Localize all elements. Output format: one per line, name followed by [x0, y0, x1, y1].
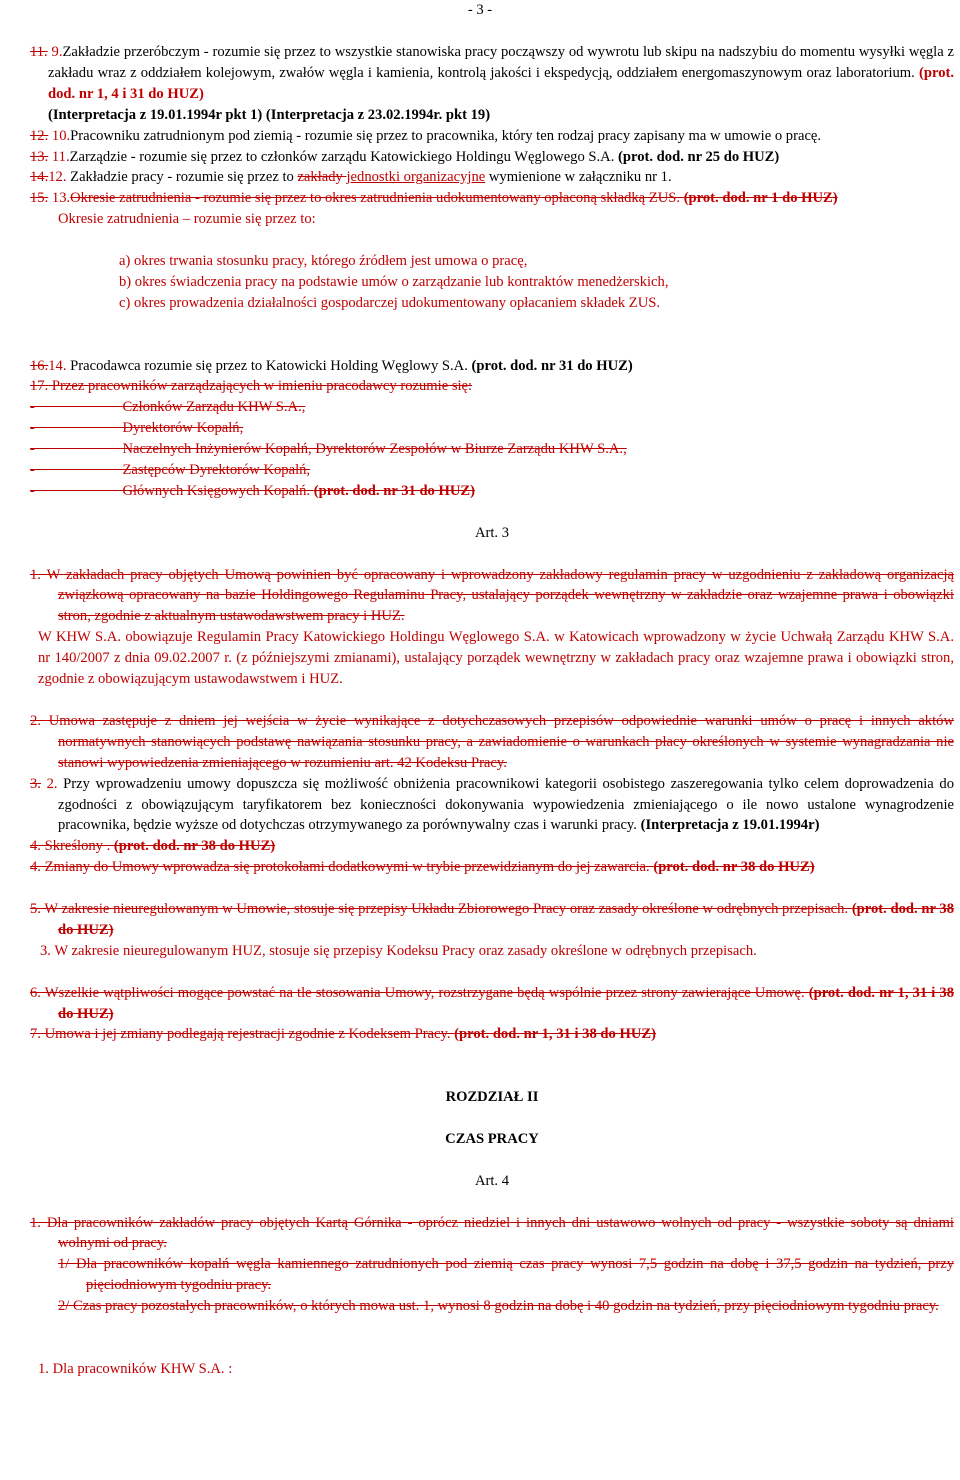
new-number: 14.	[48, 357, 67, 374]
deleted-ref: (prot. dod. nr 1, 31 i 38 do HUZ)	[454, 1026, 656, 1043]
definition-12	[30, 167, 954, 188]
definition-9	[30, 42, 954, 126]
definition-text: Zakładzie przeróbczym - rozumie się przez to wszystkie stanowiska pracy począwszy od wywrotu lub skipu na nadszybiu do momentu wysyłki węgla z zakładu wraz z oddziałem kolejowym, zwałów węgla i kamienia, kontrolą jakości i ekspedycją, oddziałem energomaszynowym oraz laboratorium.	[48, 44, 954, 81]
definition-13	[30, 188, 954, 209]
interpretation-ref: (Interpretacja z 19.01.1994r)	[640, 817, 820, 834]
protocol-ref: (prot. dod. nr 31 do HUZ)	[471, 357, 633, 374]
paragraph-text: Przy wprowadzeniu umowy dopuszcza się możliwość obniżenia pracownikowi kategorii osobistego zaszeregowania tylko celem doprowadzenia do zgodności z obowiązującym taryfikatorem bez konieczności dokonywania wypowiedzenia zmieniającego o ile nowo ustalone wynagrodzenie pracownika, będzie wyższe od dotychczas otrzymywanego za porównywalny czas i warunki pracy.	[57, 775, 955, 834]
new-number: 2.	[40, 775, 58, 792]
managers-item-1: - Członków Zarządu KHW S.A.,	[30, 399, 306, 416]
old-number: 12.	[30, 127, 49, 144]
new-number: 13.	[48, 190, 71, 207]
art3-para-4b	[30, 857, 954, 878]
art3-para-1-new: W KHW S.A. obowiązuje Regulamin Pracy Katowickiego Holdingu Węglowego S.A. w Katowicach wprowadzony w życie Uchwałą Zarządu KHW S.A. nr 140/2007 z dnia 09.02.2007 r. (z późniejszymi zmianami), ustalający porządek wewnętrzny w zakładach pracy oraz wzajemne prawa i obowiązki stron, zgodnie z obowiązującym ustawodawstwem i HUZ.	[38, 629, 954, 688]
art3-para-5-new: 3. W zakresie nieuregulowanym HUZ, stosuje się przepisy Kodeksu Pracy oraz zasady określone w odrębnych przepisach.	[40, 942, 757, 959]
art3-para-2	[30, 711, 954, 774]
definition-text: Zakładzie pracy - rozumie się przez to	[66, 169, 298, 186]
definition-14	[30, 356, 954, 377]
employment-period-item-a: a) okres trwania stosunku pracy, którego źródłem jest umowa o pracę,	[119, 253, 528, 270]
deleted-text: W zakresie nieuregulowanym w Umowie, stosuje się przepisy Układu Zbiorowego Pracy oraz zasady określone w odrębnych przepisach.	[40, 901, 852, 918]
art3-para-7	[30, 1024, 954, 1045]
page-number: - 3 -	[467, 2, 493, 18]
art4-subpara-2: 2/ Czas pracy pozostałych pracowników, o których mowa ust. 1, wynosi 8 godzin na dobę i 40 godzin na tydzień, przy pięciodniowym tygodniu pracy.	[58, 1298, 939, 1315]
art3-para-1	[30, 565, 954, 628]
managers-item-2: - Dyrektorów Kopalń,	[30, 420, 244, 437]
deleted-ref: (prot. dod. nr 38 do HUZ)	[58, 901, 954, 938]
deleted-text: Skreślony .	[40, 838, 114, 855]
old-number: 13.	[30, 148, 49, 165]
old-number: 2.	[30, 712, 41, 729]
employment-period-intro: Okresie zatrudnienia – rozumie się przez to:	[58, 211, 316, 228]
old-number: 16.	[30, 357, 49, 374]
employment-period-item-b: b) okres świadczenia pracy na podstawie umów o zarządzanie lub kontraktów menedżerskich,	[119, 273, 669, 290]
deleted-text: Zmiany do Umowy wprowadza się protokołami dodatkowymi w trybie przewidzianym do jej zawarcia.	[40, 859, 654, 876]
article-4-title: Art. 4	[474, 1172, 510, 1189]
new-number: 11.	[48, 148, 70, 165]
old-number: 1.	[30, 1214, 41, 1231]
deleted-text: Okresie zatrudnienia - rozumie się przez to okres zatrudnienia udokumentowany opłaconą składką ZUS.	[70, 190, 684, 207]
new-number: 10.	[48, 127, 71, 144]
deleted-text: Przez pracowników zarządzających w imieniu pracodawcy rozumie się:	[48, 378, 473, 395]
definition-10	[30, 126, 954, 147]
deleted-text: W zakładach pracy objętych Umową powinien być opracowany i wprowadzony zakładowy regulamin pracy w uzgodnieniu z zakładową organizacją związkową opracowany na bazie Holdingowego Regulaminu Pracy, ustalający porządek wewnętrzny w zakładzie oraz wzajemne prawa i obowiązki stron, zgodnie z aktualnym ustawodawstwem pracy i HUZ.	[40, 566, 954, 625]
definition-11	[30, 147, 954, 168]
art3-para-6	[30, 983, 954, 1025]
managers-item-3: - Naczelnych Inżynierów Kopalń, Dyrektorów Zespołów w Biurze Zarządu KHW S.A.,	[30, 441, 627, 458]
managers-text: Zastępców Dyrektorów Kopalń,	[122, 462, 311, 479]
old-number: 15.	[30, 190, 49, 207]
deleted-text: Umowa zastępuje z dniem jej wejścia w życie wynikające z dotychczasowych przepisów odpowiednie warunki umów o pracę i innych aktów normatywnych stanowiących podstawę nawiązania stosunku pracy, a zawiadomienie o warunkach płacy określonych w systemie wynagradzania nie stanowi wypowiedzenia zmieniającego w rozumieniu art. 42 Kodeksu Pracy.	[40, 712, 954, 771]
inserted-text: jednostki organizacyjne	[346, 169, 486, 186]
managers-text: Dyrektorów Kopalń,	[122, 420, 244, 437]
art4-subpara-1: 1/ Dla pracowników kopalń węgla kamiennego zatrudnionych pod ziemią czas pracy wynosi 7,5 godzin na dobę i 37,5 godzin na tydzień, przy pięciodniowym tygodniu pracy.	[58, 1256, 954, 1294]
employment-period-item-c: c) okres prowadzenia działalności gospodarczej udokumentowany opłacaniem składek ZUS.	[119, 294, 661, 311]
old-number: 17.	[30, 378, 49, 395]
chapter-subtitle: CZAS PRACY	[445, 1130, 539, 1147]
managers-text: Naczelnych Inżynierów Kopalń, Dyrektorów Zespołów w Biurze Zarządu KHW S.A.,	[122, 441, 627, 458]
deleted-ref: (prot. dod. nr 1 do HUZ)	[683, 190, 838, 207]
old-number: 7.	[30, 1026, 41, 1043]
definition-text: Pracowniku zatrudnionym pod ziemią - rozumie się przez to pracownika, który ten rodzaj pracy zapisany ma w umowie o pracę.	[70, 127, 822, 144]
definition-text: Zarządzie - rozumie się przez to członków zarządu Katowickiego Holdingu Węglowego S.A.	[69, 148, 619, 165]
old-number: 4.	[30, 859, 41, 876]
managers-text: Głównych Księgowych Kopalń.	[122, 482, 314, 499]
old-number: 5.	[30, 901, 41, 918]
managers-item-5: - Głównych Księgowych Kopalń. (prot. dod. nr 31 do HUZ)	[30, 482, 475, 499]
deleted-text: zakłady	[297, 169, 347, 186]
art3-para-3	[30, 774, 954, 837]
old-number: 11.	[30, 44, 48, 60]
art4-new-item-1: 1. Dla pracowników KHW S.A. :	[38, 1360, 233, 1377]
document-body	[30, 42, 954, 1380]
deleted-text: Dla pracowników zakładów pracy objętych Kartą Górnika - oprócz niedziel i innych dni ustawowo wolnych od pracy - wszystkie soboty są dniami wolnymi od pracy.	[40, 1214, 954, 1252]
deleted-text: Umowa i jej zmiany podlegają rejestracji zgodnie z Kodeksem Pracy.	[40, 1026, 455, 1043]
old-number: 4.	[30, 838, 41, 855]
definition-text: Pracodawca rozumie się przez to Katowicki Holding Węglowy S.A.	[66, 357, 472, 374]
article-3-title: Art. 3	[474, 524, 510, 541]
chapter-title: ROZDZIAŁ II	[445, 1089, 539, 1106]
definition-17-deleted	[30, 376, 954, 397]
deleted-text: Wszelkie wątpliwości mogące powstać na tle stosowania Umowy, rozstrzygane będą wspólnie przez strony zawierające Umowę.	[40, 984, 809, 1001]
new-number: 12.	[48, 169, 67, 186]
protocol-ref: (prot. dod. nr 1, 4 i 31 do HUZ)	[48, 64, 954, 102]
protocol-ref: (prot. dod. nr 25 do HUZ)	[618, 148, 780, 165]
managers-text: Członków Zarządu KHW S.A.,	[122, 399, 306, 416]
deleted-ref: (prot. dod. nr 38 do HUZ)	[113, 838, 276, 855]
art3-para-4a	[30, 836, 954, 857]
new-number: 9.	[47, 44, 63, 60]
deleted-ref: (prot. dod. nr 1, 31 i 38 do HUZ)	[58, 984, 954, 1022]
old-number: 6.	[30, 984, 41, 1001]
definition-text-end: wymienione w załączniku nr 1.	[485, 169, 672, 186]
deleted-ref: (prot. dod. nr 38 do HUZ)	[653, 859, 815, 876]
managers-item-4: - Zastępców Dyrektorów Kopalń,	[30, 462, 311, 479]
old-number: 1.	[30, 566, 41, 583]
old-number: 14.	[30, 169, 49, 186]
deleted-ref: (prot. dod. nr 31 do HUZ)	[313, 482, 475, 499]
old-number: 3.	[30, 775, 41, 792]
interpretation-ref: (Interpretacja z 19.01.1994r pkt 1) (Interpretacja z 23.02.1994r. pkt 19)	[48, 106, 491, 123]
art3-para-5	[30, 899, 954, 941]
art4-para-1	[30, 1213, 954, 1255]
